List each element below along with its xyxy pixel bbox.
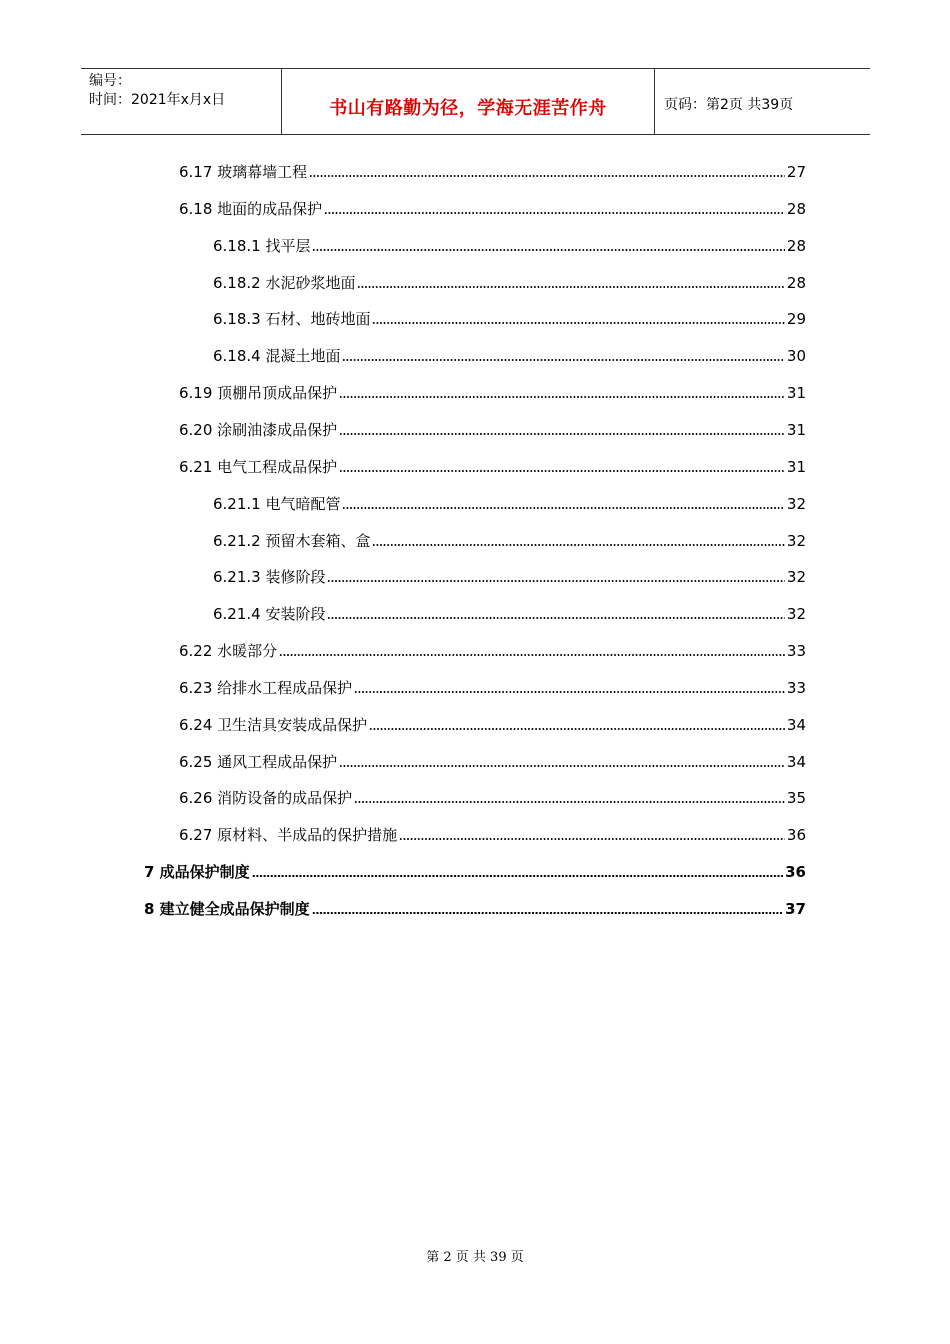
toc-entry-page: 33 (786, 678, 806, 697)
toc-entry-page: 27 (786, 163, 806, 181)
toc-entry-page: 35 (786, 789, 806, 808)
toc-entry[interactable] (213, 565, 806, 587)
toc-entry-title: 6.21.3 装修阶段 (213, 568, 326, 587)
toc-leader-dots (354, 801, 785, 803)
toc-entry-title: 6.21.4 安装阶段 (213, 605, 326, 624)
toc-entry-title: 7 成品保护制度 (144, 863, 250, 882)
toc-leader-dots (324, 212, 785, 214)
toc-entry[interactable] (213, 344, 806, 366)
toc-entry[interactable] (144, 897, 806, 919)
toc-entry-title: 6.27 原材料、半成品的保护措施 (179, 826, 398, 845)
toc-entry-page: 37 (785, 900, 806, 918)
code-label: 编号： (89, 73, 131, 89)
toc-entry-title: 8 建立健全成品保护制度 (144, 900, 310, 918)
toc-entry-title: 6.25 通风工程成品保护 (179, 752, 338, 771)
header-meta (81, 69, 282, 134)
toc-leader-dots (339, 470, 785, 472)
toc-entry-title: 6.23 给排水工程成品保护 (179, 678, 353, 697)
toc-entry-title: 6.18.3 石材、地砖地面 (213, 310, 371, 329)
toc-leader-dots (312, 249, 784, 251)
header-page-info: 页码：第2页 共39页 (664, 97, 794, 113)
toc-leader-dots (342, 507, 784, 509)
toc-entry-page: 29 (786, 310, 806, 329)
toc-entry[interactable] (213, 529, 806, 551)
toc-leader-dots (252, 875, 783, 877)
toc-leader-dots (327, 617, 784, 619)
toc-entry-page: 34 (786, 715, 806, 734)
toc-entry-page: 28 (786, 273, 806, 292)
toc-leader-dots (339, 433, 785, 435)
header-motto-cell (282, 69, 655, 134)
toc-entry[interactable] (213, 271, 806, 293)
toc-entry-page: 28 (786, 236, 806, 255)
toc-leader-dots (312, 912, 783, 914)
toc-leader-dots (354, 691, 785, 693)
toc-entry[interactable] (179, 160, 806, 182)
toc-entry[interactable] (179, 455, 806, 477)
toc-entry-page: 36 (785, 863, 806, 882)
date-label: 时间：2021年x月x日 (89, 92, 226, 108)
toc-entry-title: 6.22 水暖部分 (179, 642, 278, 661)
toc-entry-page: 32 (786, 605, 806, 624)
toc-entry-title: 6.18 地面的成品保护 (179, 199, 323, 218)
toc-leader-dots (279, 654, 785, 656)
toc-entry[interactable] (179, 823, 806, 845)
toc-entry[interactable] (179, 418, 806, 440)
toc-entry[interactable] (179, 786, 806, 808)
toc-entry-title: 6.18.2 水泥砂浆地面 (213, 273, 356, 292)
toc-entry-page: 31 (786, 457, 806, 476)
toc-entry[interactable] (213, 307, 806, 329)
toc-entry-page: 32 (786, 531, 806, 550)
toc-leader-dots (399, 838, 785, 840)
toc-entry-title: 6.17 玻璃幕墙工程 (179, 163, 308, 181)
header-motto: 书山有路勤为径，学海无涯苦作舟 (329, 98, 607, 119)
toc-leader-dots (327, 580, 784, 582)
toc-entry-page: 34 (786, 752, 806, 771)
toc-leader-dots (372, 322, 784, 324)
toc-entry-page: 31 (786, 420, 806, 439)
toc-entry-page: 30 (786, 347, 806, 366)
toc-entry[interactable] (213, 602, 806, 624)
toc-entry[interactable] (179, 676, 806, 698)
toc-entry-page: 36 (786, 826, 806, 845)
toc-entry[interactable] (213, 234, 806, 256)
toc-entry-title: 6.20 涂刷油漆成品保护 (179, 420, 338, 439)
page-header (81, 68, 870, 135)
toc-entry-title: 6.24 卫生洁具安装成品保护 (179, 715, 368, 734)
toc-leader-dots (339, 765, 785, 767)
toc-entry-title: 6.19 顶棚吊顶成品保护 (179, 384, 338, 403)
toc-leader-dots (339, 396, 785, 398)
toc-entry-title: 6.21.2 预留木套箱、盒 (213, 531, 371, 550)
toc-entry-page: 32 (786, 568, 806, 587)
toc-entry-title: 6.26 消防设备的成品保护 (179, 789, 353, 808)
toc-entry-page: 32 (786, 494, 806, 513)
toc-entry-page: 31 (786, 384, 806, 403)
toc-entry-title: 6.18.4 混凝土地面 (213, 347, 341, 366)
toc-entry[interactable] (179, 381, 806, 403)
toc-leader-dots (309, 175, 785, 177)
toc-entry[interactable] (179, 197, 806, 219)
page-footer: 第 2 页 共 39 页 (426, 1250, 524, 1265)
toc-leader-dots (342, 359, 784, 361)
toc-entry-title: 6.21.1 电气暗配管 (213, 494, 341, 513)
toc-entry-page: 28 (786, 199, 806, 218)
toc-entry[interactable] (179, 750, 806, 772)
toc-entry[interactable] (213, 492, 806, 514)
toc-entry[interactable] (179, 639, 806, 661)
toc-entry-page: 33 (786, 642, 806, 661)
toc-entry[interactable] (144, 860, 806, 882)
toc-entry-title: 6.18.1 找平层 (213, 236, 311, 255)
toc-leader-dots (369, 728, 785, 730)
toc-entry-title: 6.21 电气工程成品保护 (179, 457, 338, 476)
toc-leader-dots (357, 286, 784, 288)
toc-leader-dots (372, 544, 784, 546)
toc-entry[interactable] (179, 713, 806, 735)
